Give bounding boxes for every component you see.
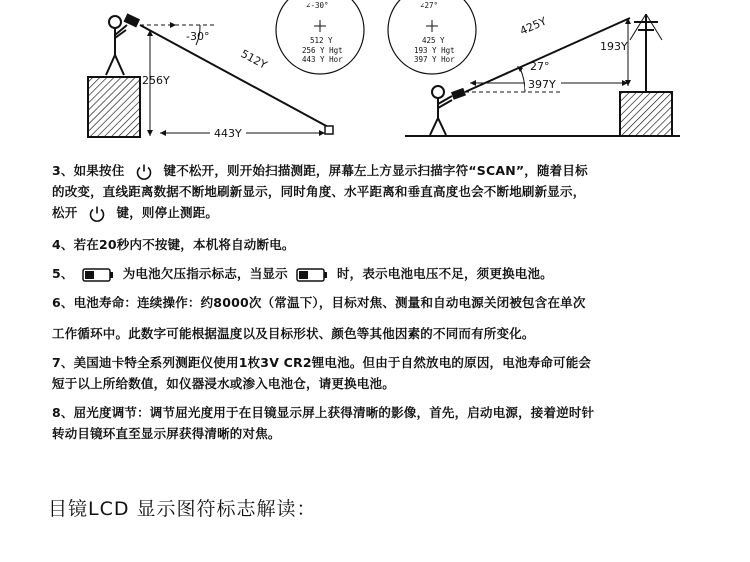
right-rangefinder-device	[451, 88, 466, 100]
item-7-line-2: 短于以上所给数值，如仪器浸水或渗入电池仓，请更换电池。	[52, 376, 395, 391]
right-distance-label: 425Y	[517, 14, 549, 38]
right-lcd-angle: ∠27°	[420, 1, 439, 10]
right-lcd-display	[388, 0, 476, 74]
item-5-text-a: 5、	[52, 266, 74, 281]
left-angle-label: -30°	[186, 30, 210, 43]
battery-low-icon	[82, 268, 114, 282]
left-lcd-distance: 512 Y	[310, 36, 333, 45]
item-8-line-1: 8、屈光度调节：调节屈光度用于在目镜显示屏上获得清晰的影像，首先，启动电源，接着逆时针	[52, 405, 595, 420]
item-6-line-1: 6、电池寿命：连续操作：约8000次（常温下），目标对焦、测量和自动电源关闭被包含在单次	[52, 295, 586, 310]
item-8-line-2: 转动目镜环直至显示屏获得清晰的对焦。	[52, 426, 281, 441]
item-3-text-c: 的改变，直线距离数据不断地刷新显示，同时角度、水平距离和垂直高度也会不断地刷新显示，	[52, 184, 586, 199]
left-lcd-hor: 443 Y Hor	[302, 55, 343, 64]
right-height-label: 193Y	[600, 40, 628, 53]
item-7-line-1: 7、美国迪卡特全系列测距仪使用1枚3V CR2锂电池。但由于自然放电的原因，电池寿命可能会	[52, 355, 592, 370]
left-lcd-display	[276, 0, 364, 74]
section-title: 目镜LCD 显示图符标志解读：	[48, 498, 317, 520]
right-observer-figure	[430, 86, 452, 135]
item-7	[52, 352, 712, 394]
power-icon	[88, 205, 106, 223]
right-lcd-distance: 425 Y	[422, 36, 445, 45]
utility-pole	[630, 14, 662, 92]
left-horizontal-label: 443Y	[214, 127, 242, 140]
item-3-text-e: 键，则停止测距。	[116, 205, 219, 220]
left-lcd-angle: ∠-30°	[306, 1, 329, 10]
right-lcd-hgt: 193 Y Hgt	[414, 46, 455, 55]
item-3-text-b: 键不松开，则开始扫描测距，屏幕左上方显示扫描字符“SCAN”，随着目标	[163, 163, 588, 178]
left-lcd-hgt: 256 Y Hgt	[302, 46, 343, 55]
item-5-text-b: 为电池欠压指示标志，当显示	[122, 266, 288, 281]
item-8	[52, 402, 712, 444]
left-target	[325, 126, 333, 134]
left-observer-figure	[106, 16, 127, 75]
right-horizontal-label: 397Y	[528, 78, 556, 91]
left-scene	[88, 0, 364, 140]
item-3-text-d: 松开	[52, 205, 78, 220]
item-3	[52, 160, 712, 223]
item-3-text-a: 3、如果按住	[52, 163, 125, 178]
item-5	[52, 263, 712, 284]
left-distance-label: 512Y	[238, 47, 270, 72]
right-angle-label: 27°	[530, 60, 550, 73]
right-building	[620, 92, 672, 136]
item-5-text-c: 时，表示电池电压不足，须更换电池。	[336, 266, 553, 281]
right-scene	[388, 0, 680, 136]
item-6-line-2: 工作循环中。此数字可能根据温度以及目标形状、颜色等其他因素的不同而有所变化。	[52, 326, 535, 341]
power-icon	[135, 163, 153, 181]
left-building	[88, 77, 140, 137]
rangefinder-diagram	[0, 0, 750, 150]
battery-low-icon	[296, 268, 328, 282]
item-6-continued	[52, 323, 712, 344]
item-6	[52, 292, 712, 313]
item-4-text: 4、若在20秒内不按键，本机将自动断电。	[52, 237, 295, 252]
item-4	[52, 234, 712, 255]
right-lcd-hor: 397 Y Hor	[414, 55, 455, 64]
left-height-label: 256Y	[142, 74, 170, 87]
